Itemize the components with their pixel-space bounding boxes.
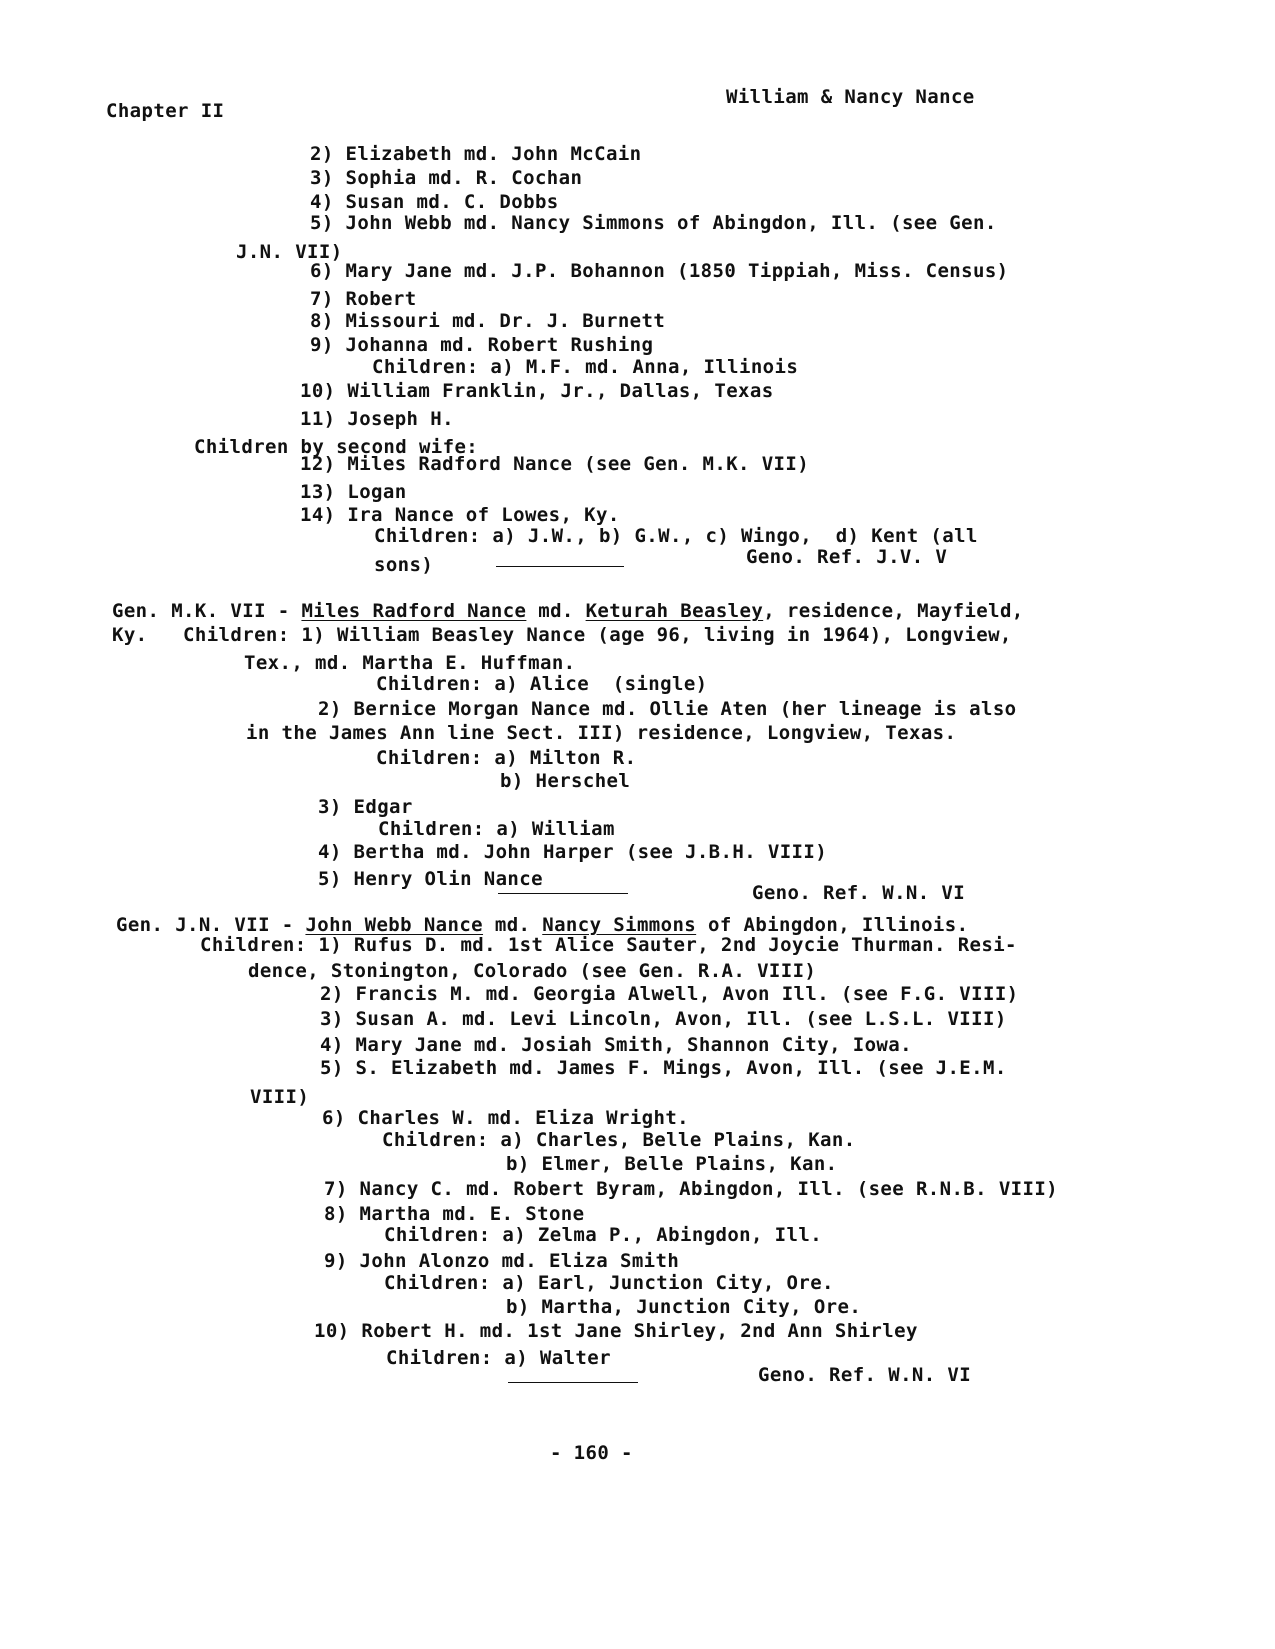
entry-line: b) Martha, Junction City, Ore.: [506, 1296, 862, 1318]
entry-line: 3) Susan A. md. Levi Lincoln, Avon, Ill. (see L.S.L. VIII): [320, 1008, 1007, 1030]
entry-line: in the James Ann line Sect. III) residence, Longview, Texas.: [246, 722, 957, 744]
entry-line: 13) Logan: [300, 481, 407, 503]
generation-heading: [112, 600, 1024, 622]
entry-line: 4) Mary Jane md. Josiah Smith, Shannon City, Iowa.: [320, 1034, 912, 1056]
entry-line: 2) Elizabeth md. John McCain: [310, 143, 642, 165]
geno-reference: Geno. Ref. W.N. VI: [752, 882, 966, 904]
entry-line: 6) Mary Jane md. J.P. Bohannon (1850 Tippiah, Miss. Census): [310, 260, 1009, 282]
entry-line: 8) Missouri md. Dr. J. Burnett: [310, 310, 666, 332]
running-title: William & Nancy Nance: [726, 86, 975, 108]
entry-line: 4) Susan md. C. Dobbs: [310, 191, 559, 213]
entry-line: 12) Miles Radford Nance (see Gen. M.K. VII): [300, 453, 810, 475]
entry-line: Children: a) Walter: [386, 1347, 611, 1369]
entry-line: sons): [374, 554, 434, 576]
heading-text: , residence, Mayfield,: [763, 600, 1024, 622]
page-number: - 160 -: [550, 1442, 633, 1464]
entry-line: Children: 1) Rufus D. md. 1st Alice Sauter, 2nd Joycie Thurman. Resi-: [200, 934, 1017, 956]
entry-line: Children: a) Milton R.: [376, 747, 637, 769]
heading-text: of Abingdon, Illinois.: [696, 914, 969, 936]
separator-rule: [508, 1382, 638, 1383]
section-subheading: Children by second wife:: [194, 436, 479, 458]
entry-line: VIII): [250, 1086, 310, 1108]
husband-name: John Webb Nance: [305, 914, 484, 936]
entry-line: 10) Robert H. md. 1st Jane Shirley, 2nd Ann Shirley: [314, 1320, 918, 1342]
entry-line: Children: a) Zelma P., Abingdon, Ill.: [384, 1224, 823, 1246]
entry-line: 2) Francis M. md. Georgia Alwell, Avon Ill. (see F.G. VIII): [320, 983, 1019, 1005]
entry-line: Children: a) Earl, Junction City, Ore.: [384, 1272, 834, 1294]
entry-line: 4) Bertha md. John Harper (see J.B.H. VIII): [318, 841, 828, 863]
entry-line: 8) Martha md. E. Stone: [324, 1203, 585, 1225]
entry-line: Children: a) Charles, Belle Plains, Kan.: [382, 1129, 856, 1151]
separator-rule: [496, 566, 624, 567]
entry-line: Children: a) William: [378, 818, 615, 840]
geno-reference: Geno. Ref. J.V. V: [746, 546, 948, 568]
heading-text: md.: [526, 600, 586, 622]
entry-line: 14) Ira Nance of Lowes, Ky.: [300, 504, 620, 526]
entry-line: b) Herschel: [500, 770, 631, 792]
entry-line: 6) Charles W. md. Eliza Wright.: [322, 1107, 690, 1129]
entry-line: 2) Bernice Morgan Nance md. Ollie Aten (her lineage is also: [318, 698, 1017, 720]
entry-line: Ky. Children: 1) William Beasley Nance (age 96, living in 1964), Longview,: [112, 624, 1012, 646]
wife-name: Keturah Beasley: [585, 600, 764, 622]
entry-line: dence, Stonington, Colorado (see Gen. R.A. VIII): [248, 960, 817, 982]
entry-line: J.N. VII): [236, 241, 343, 263]
generation-heading: [116, 914, 968, 936]
entry-line: Children: a) J.W., b) G.W., c) Wingo, d) Kent (all: [374, 525, 978, 547]
husband-name: Miles Radford Nance: [301, 600, 527, 622]
entry-line: 5) S. Elizabeth md. James F. Mings, Avon, Ill. (see J.E.M.: [320, 1057, 1007, 1079]
generation-label: Gen. M.K. VII -: [112, 600, 302, 622]
entry-line: 7) Nancy C. md. Robert Byram, Abingdon, Ill. (see R.N.B. VIII): [324, 1178, 1059, 1200]
entry-line: 7) Robert: [310, 288, 417, 310]
entry-line: 11) Joseph H.: [300, 408, 454, 430]
wife-name: Nancy Simmons: [542, 914, 697, 936]
entry-line: 10) William Franklin, Jr., Dallas, Texas: [300, 380, 774, 402]
entry-line: 3) Edgar: [318, 796, 413, 818]
separator-rule: [498, 893, 628, 894]
entry-line: b) Elmer, Belle Plains, Kan.: [506, 1153, 838, 1175]
heading-text: md.: [483, 914, 543, 936]
entry-line: 9) Johanna md. Robert Rushing: [310, 334, 654, 356]
generation-label: Gen. J.N. VII -: [116, 914, 306, 936]
geno-reference: Geno. Ref. W.N. VI: [758, 1364, 972, 1386]
entry-line: 9) John Alonzo md. Eliza Smith: [324, 1250, 680, 1272]
entry-line: Children: a) Alice (single): [376, 673, 708, 695]
chapter-label: Chapter II: [106, 100, 225, 122]
entry-line: 3) Sophia md. R. Cochan: [310, 167, 583, 189]
entry-line: 5) John Webb md. Nancy Simmons of Abingdon, Ill. (see Gen.: [310, 212, 997, 234]
entry-line: Children: a) M.F. md. Anna, Illinois: [372, 356, 799, 378]
entry-line: 5) Henry Olin Nance: [318, 868, 543, 890]
entry-line: Tex., md. Martha E. Huffman.: [244, 652, 576, 674]
